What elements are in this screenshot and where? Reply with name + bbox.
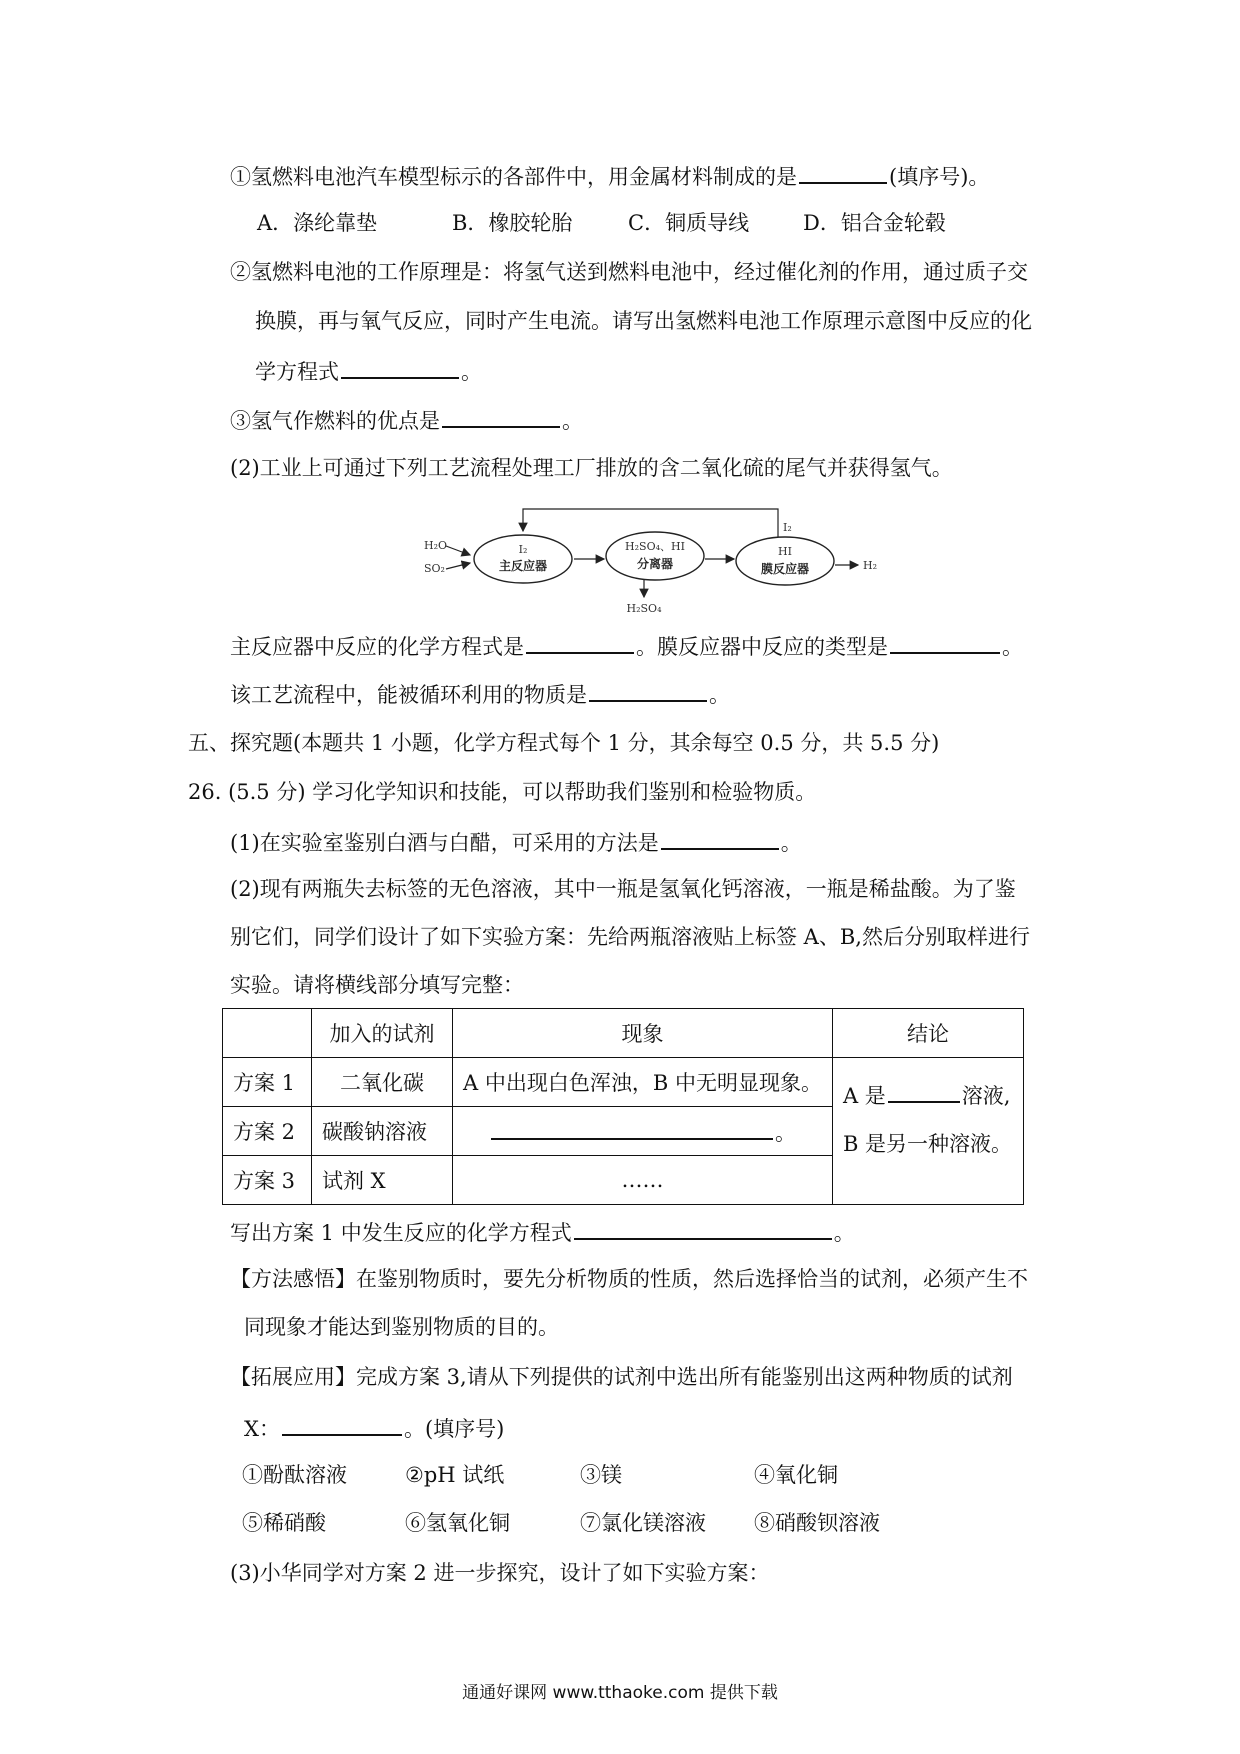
table-header-cell: 加入的试剂 [312,1009,453,1058]
q2-answer-line1 [230,630,1023,662]
arrow-h2o [446,546,470,555]
membrane-top: HI [778,545,792,558]
ext-line2-prefix: X： [244,1417,280,1441]
q1-part3-line [230,404,583,436]
q1-part3-suffix: 。 [562,409,583,433]
method-line1: 【方法感悟】在鉴别物质时，要先分析物质的性质，然后选择恰当的试剂，必须产生不 [230,1267,1028,1291]
process-flow-diagram [410,505,880,620]
q2-line1-a: 主反应器中反应的化学方程式是 [230,635,524,659]
write-eq-prefix: 写出方案 1 中发生反应的化学方程式 [230,1221,572,1245]
option-d: D．铝合金轮毂 [803,211,946,235]
input-h2o: H₂O [424,539,448,552]
separator-output: H₂SO₄ [626,602,662,615]
table-row [223,1058,1024,1107]
q1-part1-line [230,160,989,192]
q26-p2-line3: 实验。请将横线部分填写完整： [230,973,524,997]
plan-cell: 方案 3 [223,1156,312,1205]
phenomenon-suffix: 。 [774,1120,796,1145]
answer-blank[interactable] [526,630,634,654]
q2-line1-b: 。膜反应器中反应的类型是 [636,635,888,659]
q2-line2-a: 该工艺流程中，能被循环利用的物质是 [230,683,587,707]
extension-line2 [244,1412,504,1444]
answer-blank[interactable] [888,1079,960,1103]
answer-blank[interactable] [341,355,459,379]
reagent-option: ⑥氢氧化铜 [405,1511,510,1535]
answer-blank[interactable] [589,678,707,702]
q1-part1-prefix: ①氢燃料电池汽车模型标示的各部件中，用金属材料制成的是 [230,165,797,189]
write-eq-suffix: 。 [833,1221,855,1245]
option-c: C．铜质导线 [628,211,750,235]
recycle-label: I₂ [783,521,792,534]
q1-2-intro: (2)工业上可通过下列工艺流程处理工厂排放的含二氧化硫的尾气并获得氢气。 [230,456,953,480]
answer-blank[interactable] [491,1116,773,1140]
option-a: A．涤纶靠垫 [257,211,378,235]
reagent-option: ⑧硝酸钡溶液 [754,1511,880,1535]
reagent-cell: 碳酸钠溶液 [312,1107,453,1156]
plan-cell: 方案 1 [223,1058,312,1107]
arrow-so2 [446,563,470,569]
table-header-row [223,1009,1024,1058]
q1-part2-line2: 换膜，再与氧气反应，同时产生电流。请写出氢燃料电池工作原理示意图中反应的化 [255,309,1032,333]
q26-header: 26. (5.5 分) 学习化学知识和技能，可以帮助我们鉴别和检验物质。 [188,780,817,804]
answer-blank[interactable] [799,160,887,184]
conclusion-b: B 是另一种溶液。 [842,1132,1013,1156]
conclusion-a-suffix: 溶液, [961,1084,1011,1108]
ext-line2-suffix: 。(填序号) [403,1417,505,1441]
experiment-table [222,1008,1024,1205]
answer-blank[interactable] [890,630,1000,654]
answer-blank[interactable] [574,1216,832,1240]
table-header-cell: 结论 [832,1009,1023,1058]
answer-blank[interactable] [661,826,779,850]
reagent-cell: 试剂 X [312,1156,453,1205]
q1-part3-prefix: ③氢气作燃料的优点是 [230,409,440,433]
section-heading: 五、探究题(本题共 1 小题，化学方程式每个 1 分，其余每空 0.5 分，共 5.5 分) [188,731,940,755]
input-so2: SO₂ [424,562,445,575]
q1-part2-line3-prefix: 学方程式 [255,360,339,384]
membrane-output: H₂ [863,559,878,572]
answer-blank[interactable] [282,1412,402,1436]
reagent-option: ③镁 [580,1463,622,1487]
write-equation-line [230,1216,855,1248]
phenomenon-cell: A 中出现白色浑浊，B 中无明显现象。 [453,1058,833,1107]
separator-name: 分离器 [636,557,674,571]
q1-part2-line3-suffix: 。 [461,360,482,384]
q2-answer-line2 [230,678,730,710]
conclusion-a [843,1072,1013,1120]
q2-line1-c: 。 [1002,635,1023,659]
q26-p2-line1: (2)现有两瓶失去标签的无色溶液，其中一瓶是氢氧化钙溶液，一瓶是稀盐酸。为了鉴 [230,877,1016,901]
membrane-name: 膜反应器 [760,562,810,576]
q1-part1-suffix: (填序号)。 [889,165,990,189]
reagent-option: ⑦氯化镁溶液 [580,1511,706,1535]
phenomenon-cell: …… [453,1156,833,1205]
q26-p3: (3)小华同学对方案 2 进一步探究，设计了如下实验方案： [230,1561,770,1585]
option-b: B．橡胶轮胎 [452,211,573,235]
q26-p2-line2: 别它们，同学们设计了如下实验方案：先给两瓶溶液贴上标签 A、B,然后分别取样进行 [230,925,1030,949]
table-header-cell: 现象 [453,1009,833,1058]
method-line2: 同现象才能达到鉴别物质的目的。 [244,1315,559,1339]
main-reactor-top: I₂ [518,543,528,556]
reagent-option: ④氧化铜 [754,1463,838,1487]
main-reactor-name: 主反应器 [498,559,548,573]
q1-part2-line3 [255,355,482,387]
phenomenon-cell [453,1107,833,1156]
q1-part2-line1: ②氢燃料电池的工作原理是：将氢气送到燃料电池中，经过催化剂的作用，通过质子交 [230,260,1028,284]
conclusion-cell [832,1058,1023,1205]
table-header-cell [223,1009,312,1058]
q2-line2-b: 。 [709,683,730,707]
reagent-option: ①酚酞溶液 [242,1463,347,1487]
q26-p1 [230,826,802,858]
reagent-cell: 二氧化碳 [312,1058,453,1107]
plan-cell: 方案 2 [223,1107,312,1156]
recycle-loop [523,509,778,537]
q26-p1-suffix: 。 [780,831,802,855]
answer-blank[interactable] [442,404,560,428]
reagent-option: ②pH 试纸 [405,1463,505,1487]
extension-line1: 【拓展应用】完成方案 3,请从下列提供的试剂中选出所有能鉴别出这两种物质的试剂 [230,1365,1013,1389]
q26-p1-prefix: (1)在实验室鉴别白酒与白醋，可采用的方法是 [230,831,659,855]
separator-top: H₂SO₄、HI [625,540,685,553]
conclusion-a-prefix: A 是 [842,1084,886,1108]
reagent-option: ⑤稀硝酸 [242,1511,326,1535]
page-footer: 通通好课网 www.tthaoke.com 提供下载 [462,1683,778,1703]
